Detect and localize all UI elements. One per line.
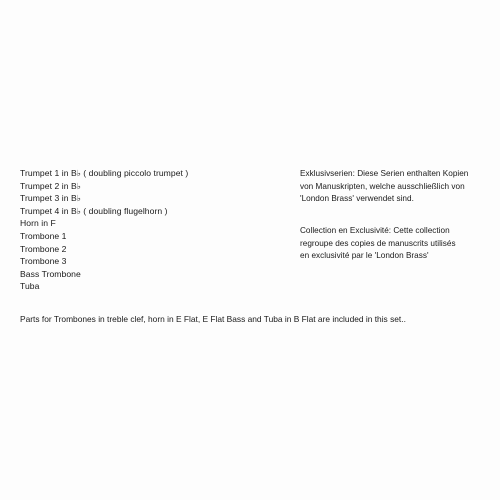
exclusive-series-note-french [300, 225, 495, 263]
instrument-trumpet-2: Trumpet 2 in B♭ [20, 180, 81, 191]
note-fr-line-3: en exclusivité par le 'London Brass' [300, 251, 429, 261]
note-fr-line-1: Collection en Exclusivité: Cette collection [300, 226, 450, 235]
included-parts-note: Parts for Trombones in treble clef, horn in E Flat, E Flat Bass and Tuba in B Flat are included in this set.. [20, 314, 406, 324]
note-de-line-3: 'London Brass' verwendet sind. [300, 194, 414, 204]
note-fr-line-2: regroupe des copies de manuscrits utilisés [300, 238, 456, 248]
instrument-trumpet-4: Trumpet 4 in B♭ ( doubling flugelhorn ) [20, 205, 168, 216]
instrument-list [20, 167, 270, 293]
instrument-trumpet-3: Trumpet 3 in B♭ [20, 193, 81, 204]
instrument-tuba: Tuba [20, 281, 40, 292]
instrument-horn: Horn in F [20, 218, 56, 229]
instrument-bass-trombone: Bass Trombone [20, 268, 81, 279]
note-de-line-1: Exklusivserien: Diese Serien enthalten Kopien [300, 169, 469, 178]
instrument-trombone-1: Trombone 1 [20, 230, 67, 241]
instrument-trombone-3: Trombone 3 [20, 256, 67, 267]
instrument-trumpet-1: Trumpet 1 in B♭ ( doubling piccolo trumpet ) [20, 168, 189, 178]
instrument-trombone-2: Trombone 2 [20, 243, 67, 254]
exclusive-series-note-german [300, 168, 495, 206]
note-de-line-2: von Manuskripten, welche ausschließlich von [300, 181, 465, 191]
